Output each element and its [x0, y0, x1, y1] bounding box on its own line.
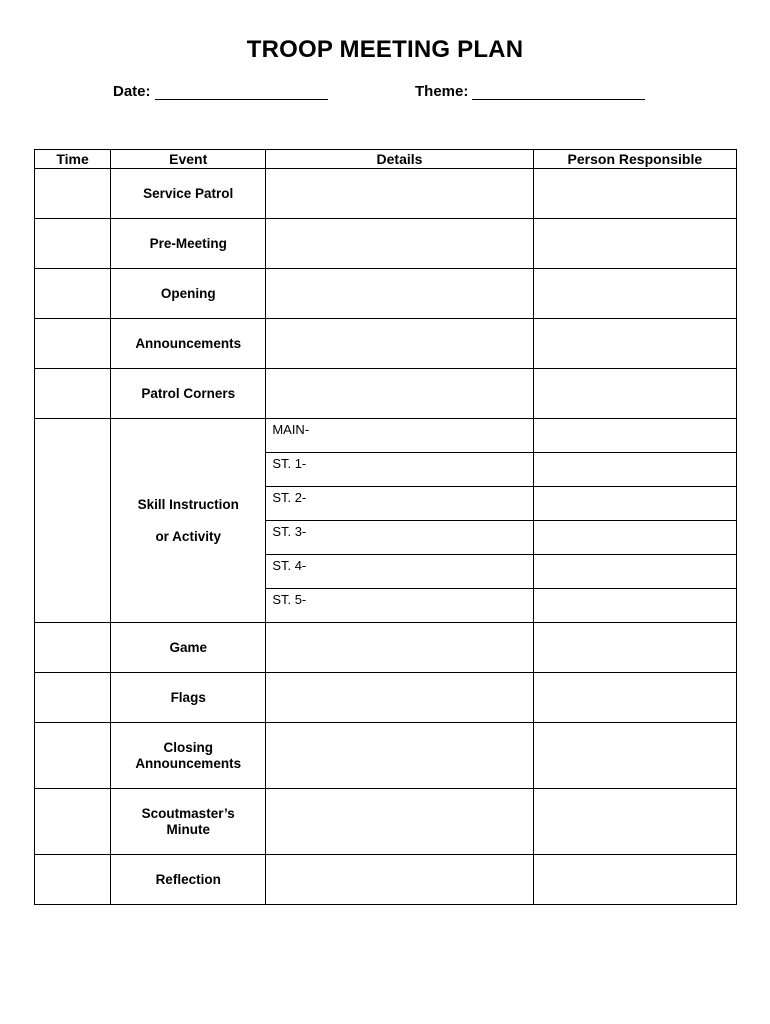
details-cell[interactable] [266, 319, 533, 369]
details-cell-station[interactable] [266, 419, 533, 453]
event-line-1: Closing [163, 739, 213, 755]
table-row [35, 789, 737, 855]
event-cell: Game [111, 623, 266, 673]
event-cell-skill-instruction [111, 419, 266, 623]
time-cell[interactable] [35, 723, 111, 789]
table-row [35, 723, 737, 789]
person-cell[interactable] [533, 855, 736, 905]
event-cell: Reflection [111, 855, 266, 905]
event-cell: Patrol Corners [111, 369, 266, 419]
theme-field [415, 83, 645, 100]
event-cell: Announcements [111, 319, 266, 369]
date-field [113, 83, 328, 100]
details-cell[interactable] [266, 789, 533, 855]
skill-line-2: or Activity [155, 528, 221, 544]
header-details: Details [266, 150, 533, 169]
time-cell[interactable] [35, 319, 111, 369]
date-input-line[interactable] [155, 85, 328, 100]
details-cell-station[interactable] [266, 555, 533, 589]
person-cell[interactable] [533, 369, 736, 419]
theme-input-line[interactable] [472, 85, 645, 100]
person-cell[interactable] [533, 521, 736, 555]
table-row [35, 169, 737, 219]
header-person-responsible: Person Responsible [533, 150, 736, 169]
station-label: MAIN- [272, 422, 310, 437]
time-cell[interactable] [35, 855, 111, 905]
table-row [35, 673, 737, 723]
event-cell: Opening [111, 269, 266, 319]
person-cell[interactable] [533, 723, 736, 789]
person-cell[interactable] [533, 169, 736, 219]
person-cell[interactable] [533, 789, 736, 855]
time-cell[interactable] [35, 789, 111, 855]
station-label: ST. 4- [272, 558, 307, 573]
details-cell-station[interactable] [266, 521, 533, 555]
time-cell[interactable] [35, 673, 111, 723]
event-line-2: Minute [166, 821, 210, 837]
person-cell[interactable] [533, 269, 736, 319]
person-cell[interactable] [533, 319, 736, 369]
time-cell[interactable] [35, 419, 111, 623]
table-row [35, 269, 737, 319]
details-cell[interactable] [266, 673, 533, 723]
date-label: Date: [113, 83, 151, 100]
event-cell [111, 723, 266, 789]
event-cell: Flags [111, 673, 266, 723]
details-cell[interactable] [266, 723, 533, 789]
event-line-1: Scoutmaster’s [141, 805, 235, 821]
event-line-2: Announcements [135, 755, 242, 771]
details-cell-station[interactable] [266, 589, 533, 623]
station-label: ST. 1- [272, 456, 307, 471]
event-cell: Pre-Meeting [111, 219, 266, 269]
event-cell [111, 789, 266, 855]
table-header-row [35, 150, 737, 169]
person-cell[interactable] [533, 673, 736, 723]
skill-line-1: Skill Instruction [137, 496, 239, 512]
details-cell[interactable] [266, 623, 533, 673]
person-cell[interactable] [533, 555, 736, 589]
person-cell[interactable] [533, 589, 736, 623]
time-cell[interactable] [35, 369, 111, 419]
page-title: TROOP MEETING PLAN [246, 36, 524, 63]
station-label: ST. 5- [272, 592, 307, 607]
station-label: ST. 3- [272, 524, 307, 539]
theme-label: Theme: [415, 83, 469, 100]
table-row [35, 219, 737, 269]
time-cell[interactable] [35, 623, 111, 673]
person-cell[interactable] [533, 419, 736, 453]
event-cell: Service Patrol [111, 169, 266, 219]
header-event: Event [111, 150, 266, 169]
table-row [35, 369, 737, 419]
details-cell[interactable] [266, 169, 533, 219]
details-cell[interactable] [266, 219, 533, 269]
person-cell[interactable] [533, 623, 736, 673]
table-row [35, 319, 737, 369]
table-row [35, 623, 737, 673]
station-label: ST. 2- [272, 490, 307, 505]
table-row [35, 855, 737, 905]
header-time: Time [35, 150, 111, 169]
person-cell[interactable] [533, 453, 736, 487]
time-cell[interactable] [35, 219, 111, 269]
time-cell[interactable] [35, 169, 111, 219]
time-cell[interactable] [35, 269, 111, 319]
meeting-plan-table [34, 149, 737, 905]
details-cell[interactable] [266, 369, 533, 419]
person-cell[interactable] [533, 487, 736, 521]
table-row [35, 419, 737, 453]
details-cell[interactable] [266, 855, 533, 905]
details-cell-station[interactable] [266, 487, 533, 521]
details-cell[interactable] [266, 269, 533, 319]
details-cell-station[interactable] [266, 453, 533, 487]
person-cell[interactable] [533, 219, 736, 269]
